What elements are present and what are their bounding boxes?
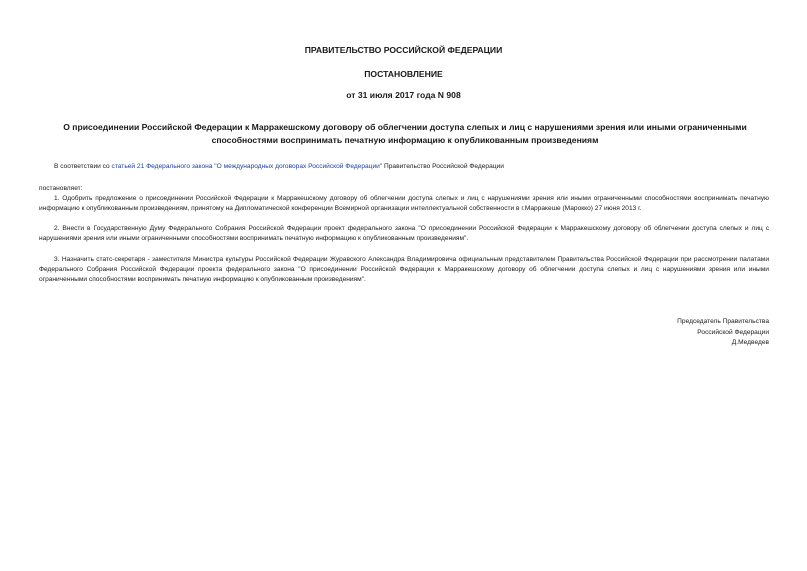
intro-prefix: В соответствии со	[54, 163, 112, 170]
law-article-link[interactable]: статьей 21 Федерального закона "О международных договорах Российской Федерации"	[111, 163, 383, 170]
document-type-heading: ПОСТАНОВЛЕНИЕ	[364, 69, 443, 79]
government-heading: ПРАВИТЕЛЬСТВО РОССИЙСКОЙ ФЕДЕРАЦИИ	[304, 45, 503, 55]
intro-paragraph	[54, 162, 774, 172]
paragraph-2: 2. Внести в Государственную Думу Федерального Собрания Российской Федерации проект федерального закона "О присоединении Российской Федерации к Марракешскому договору об облегчении доступа слепых и лиц с нарушениями зрения или иными ограниченными способностями воспринимать печатную информацию к опубликованным произведениям".	[39, 225, 769, 242]
paragraph-3: 3. Назначить статс-секретаря - заместителя Министра культуры Российской Федерации Журавского Александра Владимировича официальным представителем Правительства Российской Федерации при рассмотрении палатами Федерального Собрания Российской Федерации проекта федерального закона "О присоединении Российской Федерации к Марракешскому договору об облегчении доступа слепых и лиц с нарушениями зрения или иными ограниченными способностями воспринимать печатную информацию к опубликованным произведениям".	[39, 256, 769, 283]
paragraph-1: 1. Одобрить предложение о присоединении Российской Федерации к Марракешскому договору об облегчении доступа слепых и лиц с нарушениями зрения или иными ограниченными способностями воспринимать печатную информацию к опубликованным произведениям, принятому на Дипломатической конференции Всемирной организации интеллектуальной собственности в г.Марракеше (Марокко) 27 июня 2013 г.	[39, 195, 769, 212]
signature-organization: Российской Федерации	[697, 329, 769, 336]
resolves-label: постановляет:	[39, 185, 83, 192]
date-number-heading: от 31 июля 2017 года N 908	[346, 90, 461, 100]
document-title: О присоединении Российской Федерации к Марракешскому договору об облегчении доступа слепых и лиц с нарушениями зрения или иными ограниченными способностями воспринимать печатную информацию к опубликованным произведениям	[63, 122, 747, 145]
signature-name: Д.Медведев	[731, 339, 769, 346]
signature-title: Председатель Правительства	[677, 318, 769, 325]
intro-suffix: Правительство Российской Федерации	[382, 163, 504, 170]
